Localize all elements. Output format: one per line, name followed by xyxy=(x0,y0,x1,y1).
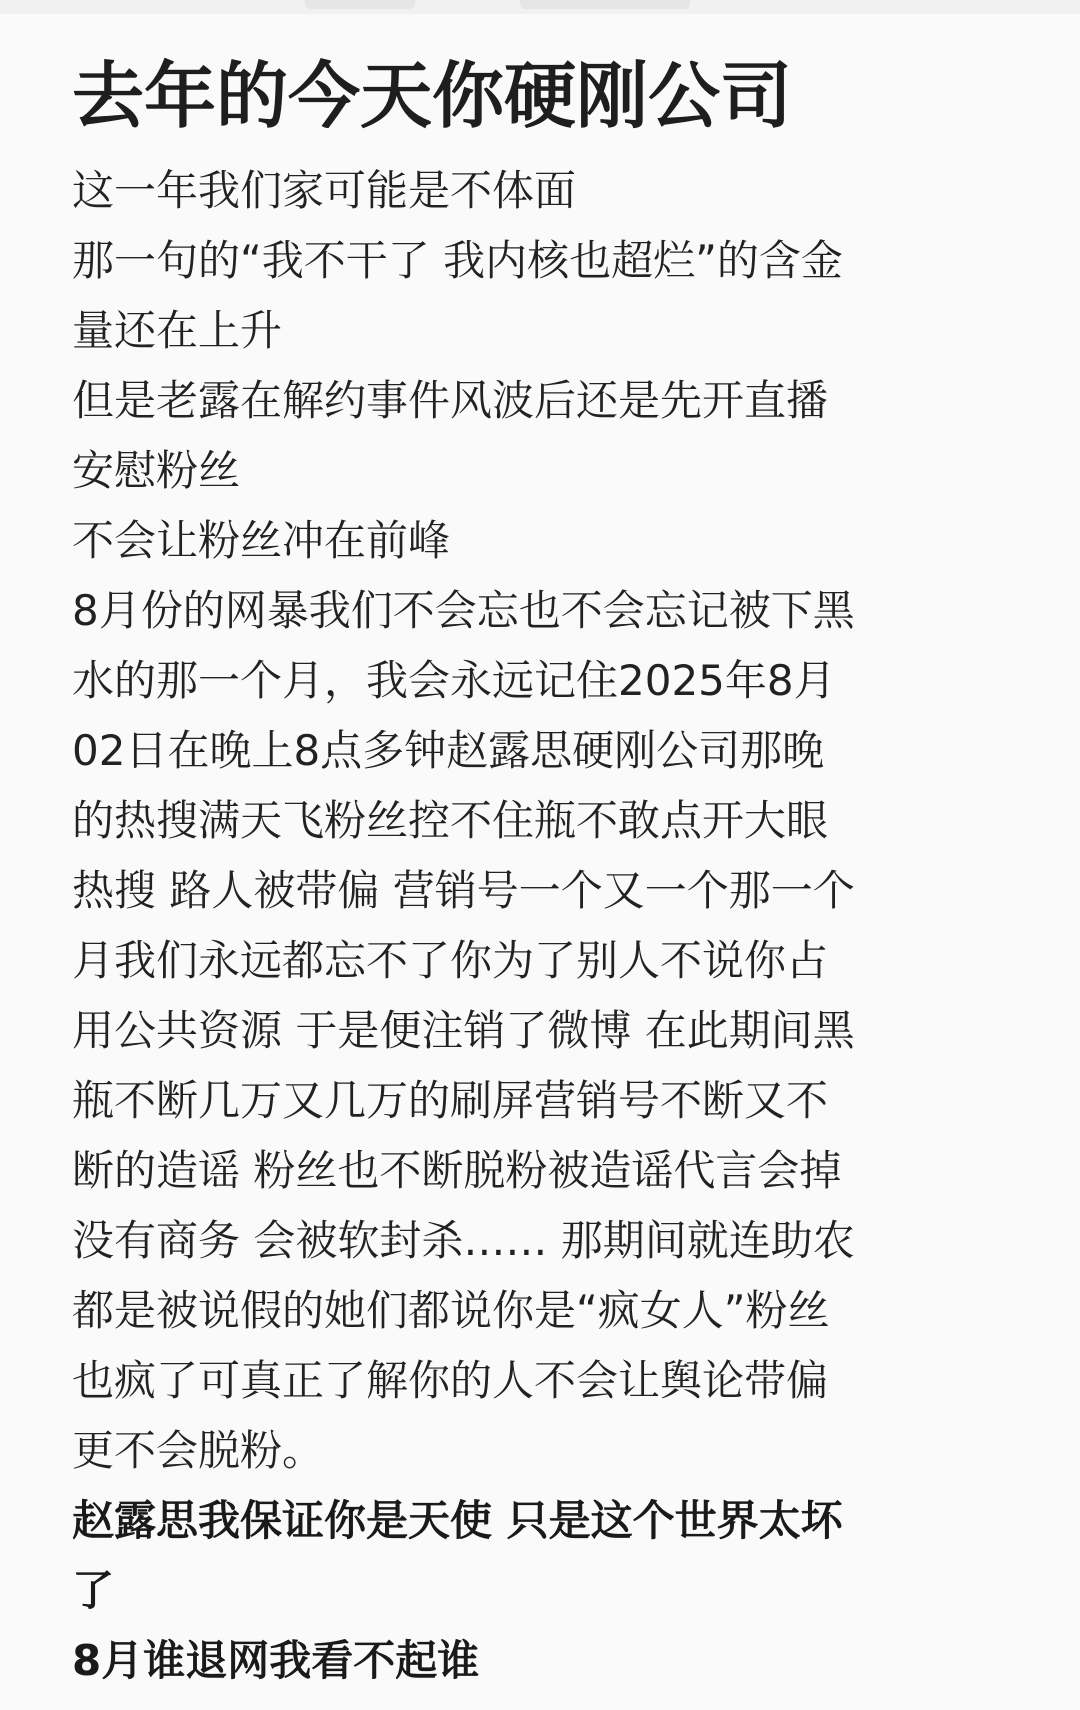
note-body-line: 8月份的网暴我们不会忘也不会忘记被下黑 xyxy=(72,586,855,635)
note-body-line: 都是被说假的她们都说你是“疯女人”粉丝 xyxy=(72,1286,830,1335)
note-body-line: 02日在晚上8点多钟赵露思硬刚公司那晚 xyxy=(72,726,825,775)
top-strip-mark xyxy=(305,0,415,9)
note-body-line: 也疯了可真正了解你的人不会让舆论带偏 xyxy=(72,1356,829,1405)
note-body-line: 用公共资源 于是便注销了微博 在此期间黑 xyxy=(72,1006,855,1055)
note-body-line: 的热搜满天飞粉丝控不住瓶不敢点开大眼 xyxy=(72,796,829,845)
note-content xyxy=(72,48,1022,1696)
note-body-line: 这一年我们家可能是不体面 xyxy=(72,166,577,215)
note-body-line: 更不会脱粉。 xyxy=(72,1426,325,1475)
note-body-line: 那一句的“我不干了 我内核也超烂”的含金 xyxy=(72,236,843,285)
note-body-line: 瓶不断几万又几万的刷屏营销号不断又不 xyxy=(72,1076,829,1125)
note-title: 去年的今天你硬刚公司 xyxy=(72,54,793,138)
note-body-line: 不会让粉丝冲在前峰 xyxy=(72,516,451,565)
top-strip-mark xyxy=(520,0,690,9)
note-body-line: 安慰粉丝 xyxy=(72,446,241,495)
note-body xyxy=(72,156,1022,1696)
note-body-line: 月我们永远都忘不了你为了别人不说你占 xyxy=(72,936,829,985)
note-body-line: 但是老露在解约事件风波后还是先开直播 xyxy=(72,376,829,425)
note-body-line: 没有商务 会被软封杀…… 那期间就连助农 xyxy=(72,1216,855,1265)
top-status-strip xyxy=(0,0,1080,14)
note-body-line-bold: 8月谁退网我看不起谁 xyxy=(72,1636,480,1685)
note-body-line-bold: 赵露思我保证你是天使 只是这个世界太坏 xyxy=(72,1496,843,1545)
note-body-line: 断的造谣 粉丝也不断脱粉被造谣代言会掉 xyxy=(72,1146,842,1195)
note-body-line: 水的那一个月，我会永远记住2025年8月 xyxy=(72,656,836,705)
note-body-line: 量还在上升 xyxy=(72,306,283,355)
note-body-line: 热搜 路人被带偏 营销号一个又一个那一个 xyxy=(72,866,855,915)
note-body-line-bold: 了 xyxy=(72,1566,115,1615)
